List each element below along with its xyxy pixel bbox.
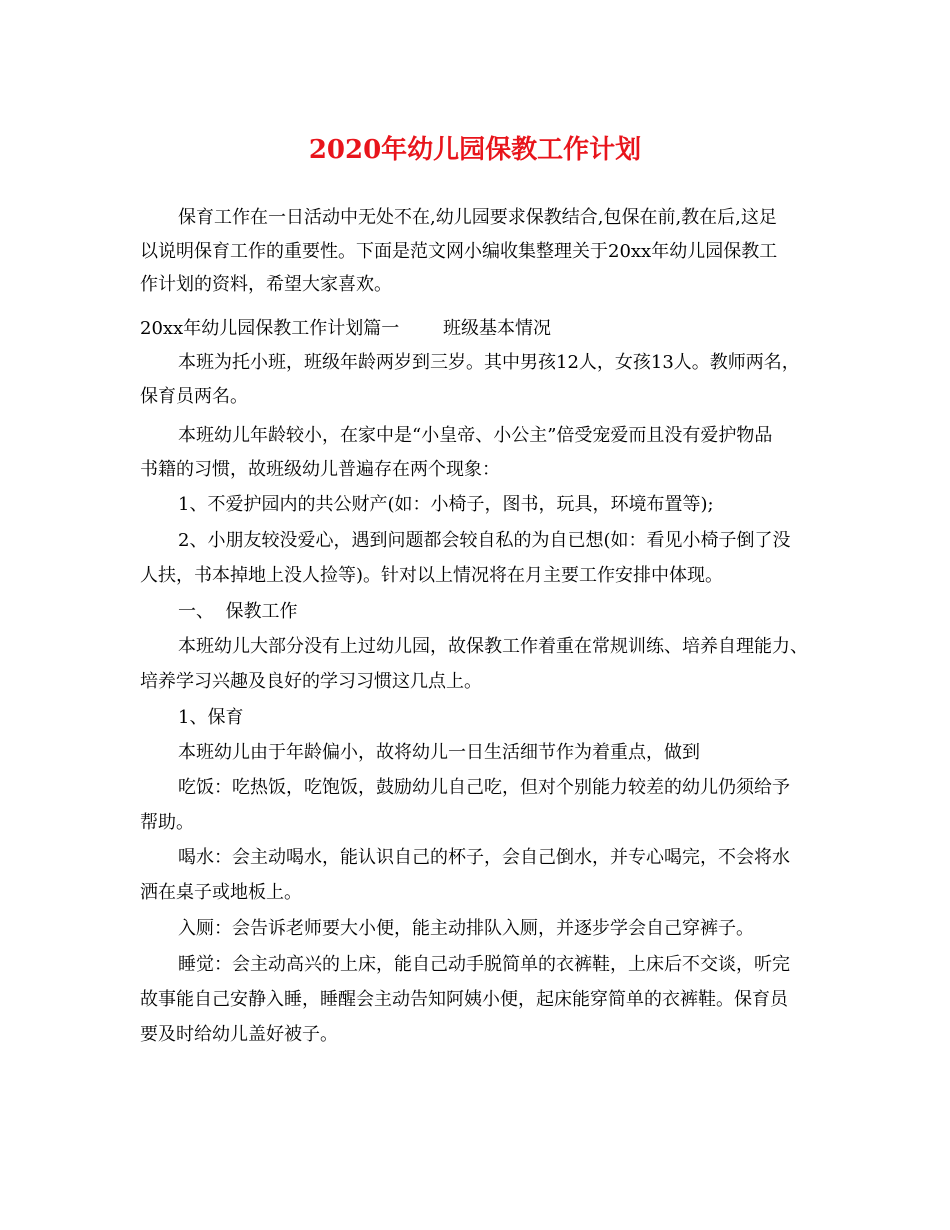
- list-item: 2、小朋友较没爱心，遇到问题都会较自私的为自已想(如：看见小椅子倒了没: [178, 530, 791, 551]
- intro-line-1: 保育工作在一日活动中无处不在,幼儿园要求保教结合,包保在前,教在后,这足: [178, 207, 777, 228]
- paragraph-line: 书籍的习惯，故班级幼儿普遍存在两个现象：: [140, 459, 500, 480]
- list-item: 1、不爱护园内的共公财产(如：小椅子，图书，玩具，环境布置等);: [178, 494, 714, 515]
- paragraph-line: 本班幼儿年龄较小，在家中是“小皇帝、小公主”倍受宠爱而且没有爱护物品: [178, 425, 773, 446]
- paragraph-line: 本班为托小班，班级年龄两岁到三岁。其中男孩12人，女孩13人。教师两名，: [178, 352, 800, 373]
- paragraph-line: 帮助。: [140, 812, 194, 833]
- subsection-title-care: 1、保育: [178, 707, 244, 728]
- paragraph-line: 故事能自己安静入睡，睡醒会主动告知阿姨小便，起床能穿简单的衣裤鞋。保育员: [140, 989, 788, 1010]
- paragraph-line-toilet: 入厕：会告诉老师要大小便，能主动排队入厕，并逐步学会自己穿裤子。: [178, 918, 754, 939]
- section-subheading: 班级基本情况: [443, 318, 551, 339]
- paragraph-line: 保育员两名。: [140, 386, 248, 407]
- paragraph-line-sleeping: 睡觉：会主动高兴的上床，能自己动手脱简单的衣裤鞋，上床后不交谈，听完: [178, 954, 790, 975]
- intro-line-3: 作计划的资料，希望大家喜欢。: [140, 274, 392, 295]
- paragraph-line: 本班幼儿由于年龄偏小，故将幼儿一日生活细节作为着重点，做到: [178, 742, 700, 763]
- paragraph-line: 本班幼儿大部分没有上过幼儿园，故保教工作着重在常规训练、培养自理能力、: [178, 636, 808, 657]
- paragraph-line-drinking: 喝水：会主动喝水，能认识自己的杯子，会自己倒水，并专心喝完，不会将水: [178, 847, 790, 868]
- paragraph-line: 培养学习兴趣及良好的学习习惯这几点上。: [140, 671, 482, 692]
- paragraph-line: 洒在桌子或地板上。: [140, 882, 302, 903]
- section-title-care-education: 一、 保教工作: [178, 601, 298, 622]
- list-item-continuation: 人扶，书本掉地上没人捡等)。针对以上情况将在月主要工作安排中体现。: [140, 565, 724, 586]
- document-title: 2020年幼儿园保教工作计划: [308, 135, 642, 165]
- intro-line-2: 以说明保育工作的重要性。下面是范文网小编收集整理关于20xx年幼儿园保教工: [140, 241, 778, 262]
- paragraph-line: 要及时给幼儿盖好被子。: [140, 1024, 338, 1045]
- section-heading: 20xx年幼儿园保教工作计划篇一: [140, 318, 400, 339]
- paragraph-line-eating: 吃饭：吃热饭，吃饱饭，鼓励幼儿自己吃，但对个别能力较差的幼儿仍须给予: [178, 777, 790, 798]
